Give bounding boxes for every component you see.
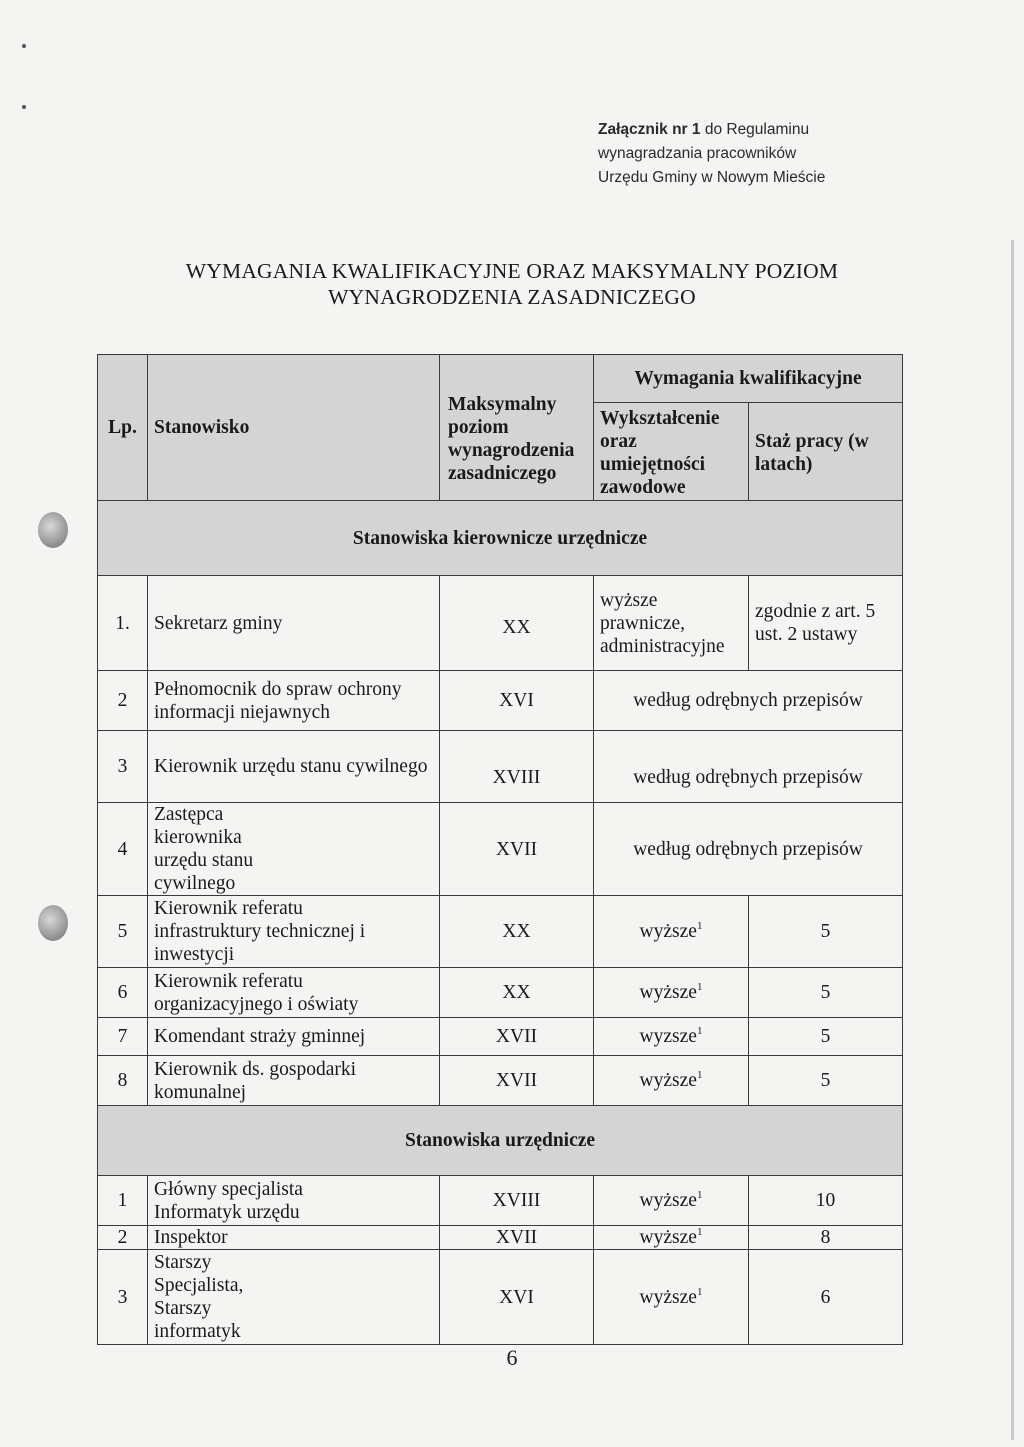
row-position: Kierownik referatu organizacyjnego i oświaty [148,968,440,1018]
row-requirements-merged: według odrębnych przepisów [594,803,903,896]
row-experience: 10 [749,1176,903,1226]
row-experience: 8 [749,1226,903,1250]
row-level: XVI [440,1250,594,1345]
table-row [98,731,903,803]
page-number: 6 [506,1345,518,1370]
header-requirements: Wymagania kwalifikacyjne [594,355,903,403]
annex-line-2: wynagradzania pracowników [598,145,797,162]
row-position: Główny specjalista Informatyk urzędu [148,1176,440,1226]
footnote-marker: 1 [696,1189,703,1201]
table-row [98,896,903,968]
row-level: XX [440,896,594,968]
header-row [98,355,903,403]
header-max-level: Maksymalny poziom wynagrodzenia zasadniczego [440,355,594,501]
table-row [98,1250,903,1345]
table-row [98,1176,903,1226]
annex-line-1-rest: do Regulaminu [700,121,810,138]
row-level: XVII [440,1056,594,1106]
row-level: XVII [440,1226,594,1250]
footnote-marker: 1 [696,1025,703,1037]
row-level: XVIII [440,731,594,803]
table-row [98,968,903,1018]
education-text: wyzsze [639,1026,697,1047]
row-education [594,1226,749,1250]
table-row [98,1226,903,1250]
row-education: wyższe prawnicze, administracyjne [594,576,749,671]
row-lp: 5 [98,896,148,968]
row-experience: 6 [749,1250,903,1345]
section-row [98,501,903,576]
footnote-marker: 1 [696,1285,703,1298]
row-position: Zastępca kierownika urzędu stanu cywilnego [148,803,440,896]
row-level: XVI [440,671,594,731]
table-row [98,671,903,731]
education-text: wyższe [639,982,697,1003]
scan-speck [22,105,26,109]
education-text: wyższe [639,1286,697,1308]
row-position: Inspektor [148,1226,440,1250]
row-level: XX [440,968,594,1018]
header-experience: Staż pracy (w latach) [749,403,903,501]
row-position: Kierownik urzędu stanu cywilnego [148,731,440,803]
footnote-marker: 1 [696,1069,703,1081]
footnote-marker: 1 [696,1226,703,1238]
row-lp: 8 [98,1056,148,1106]
row-requirements-merged: według odrębnych przepisów [594,671,903,731]
scan-speck [22,44,26,48]
row-position: Kierownik referatu infrastruktury technicznej i inwestycji [148,896,440,968]
row-lp: 1 [98,1176,148,1226]
row-lp: 1. [98,576,148,671]
row-lp: 2 [98,1226,148,1250]
row-level: XX [440,576,594,671]
row-education [594,1250,749,1345]
header-education: Wykształcenie oraz umiejętności zawodowe [594,403,749,501]
title-line-2: WYNAGRODZENIA ZASADNICZEGO [328,285,696,309]
row-position: Komendant straży gminnej [148,1018,440,1056]
section-row [98,1106,903,1176]
row-education [594,896,749,968]
punch-hole-upper [38,512,68,548]
section-title: Stanowiska kierownicze urzędnicze [98,501,903,576]
education-text: wyższe [639,921,697,942]
row-position: Sekretarz gminy [148,576,440,671]
annex-line-1 [598,118,918,142]
row-lp: 6 [98,968,148,1018]
annex-note [598,118,918,190]
row-experience: zgodnie z art. 5 ust. 2 ustawy [749,576,903,671]
row-experience: 5 [749,968,903,1018]
row-level: XVII [440,1018,594,1056]
footnote-marker: 1 [696,920,703,932]
annex-line-3: Urzędu Gminy w Nowym Mieście [598,169,826,186]
row-lp: 2 [98,671,148,731]
row-level: XVIII [440,1176,594,1226]
table-row [98,1018,903,1056]
header-position: Stanowisko [148,355,440,501]
row-position: Pełnomocnik do spraw ochrony informacji niejawnych [148,671,440,731]
row-position: Starszy Specjalista, Starszy informatyk [148,1250,440,1345]
requirements-table [97,354,903,1345]
table-row [98,1056,903,1106]
table-row [98,576,903,671]
title-line-1: WYMAGANIA KWALIFIKACYJNE ORAZ MAKSYMALNY POZIOM [185,259,839,283]
row-experience: 5 [749,1018,903,1056]
row-lp: 7 [98,1018,148,1056]
education-text: wyższe [639,1070,697,1091]
row-education [594,1018,749,1056]
row-experience: 5 [749,896,903,968]
row-lp: 3 [98,731,148,803]
row-education [594,1176,749,1226]
education-text: wyższe [639,1227,697,1248]
scan-edge [1011,240,1014,1440]
footnote-marker: 1 [696,981,703,993]
annex-number: Załącznik nr 1 [598,121,701,138]
section-title: Stanowiska urzędnicze [98,1106,903,1176]
header-lp: Lp. [98,355,148,501]
row-position: Kierownik ds. gospodarki komunalnej [148,1056,440,1106]
education-text: wyższe [639,1190,697,1211]
row-education [594,1056,749,1106]
row-experience: 5 [749,1056,903,1106]
row-level: XVII [440,803,594,896]
document-title [0,258,1024,310]
row-requirements-merged: według odrębnych przepisów [594,731,903,803]
punch-hole-lower [38,905,68,941]
row-lp: 3 [98,1250,148,1345]
row-lp: 4 [98,803,148,896]
table-row [98,803,903,896]
row-education [594,968,749,1018]
